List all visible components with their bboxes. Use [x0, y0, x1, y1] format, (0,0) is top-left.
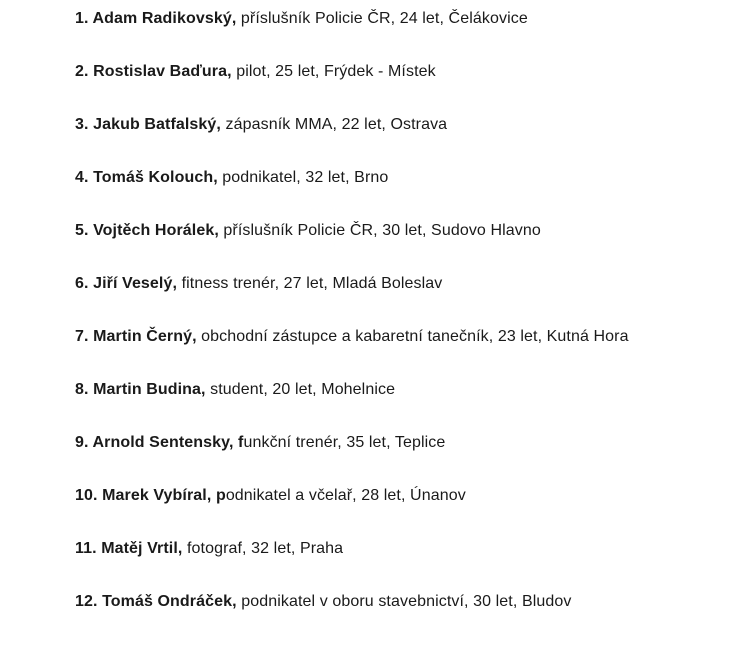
list-item [75, 432, 717, 453]
entry-number-and-name: 4. Tomáš Kolouch, [75, 169, 218, 186]
entry-details: odnikatel a včelař, 28 let, Únanov [225, 487, 466, 504]
entry-details: student, 20 let, Mohelnice [205, 381, 396, 398]
entry-number-and-name: 2. Rostislav Baďura, [75, 63, 232, 80]
entry-number-and-name: 12. Tomáš Ondráček, [75, 593, 237, 610]
list-item [75, 220, 717, 241]
entry-number-and-name: 9. Arnold Sentensky, f [75, 434, 244, 451]
entry-details: unkční trenér, 35 let, Teplice [243, 434, 446, 451]
list-item [75, 167, 717, 188]
entry-details: fitness trenér, 27 let, Mladá Boleslav [177, 275, 443, 292]
list-item [75, 8, 717, 29]
list-item [75, 485, 717, 506]
entry-details: příslušník Policie ČR, 30 let, Sudovo Hlavno [218, 222, 541, 239]
entry-number-and-name: 6. Jiří Veselý, [75, 275, 178, 292]
entry-number-and-name: 5. Vojtěch Horálek, [75, 222, 219, 239]
entry-details: zápasník MMA, 22 let, Ostrava [220, 116, 448, 133]
entry-number-and-name: 8. Martin Budina, [75, 381, 206, 398]
entry-details: podnikatel v oboru stavebnictví, 30 let, Bludov [236, 593, 572, 610]
list-item [75, 114, 717, 135]
entry-number-and-name: 1. Adam Radikovský, [75, 10, 237, 27]
list-item [75, 61, 717, 82]
list-item [75, 379, 717, 400]
entry-number-and-name: 7. Martin Černý, [75, 328, 197, 345]
entry-details: pilot, 25 let, Frýdek - Místek [231, 63, 436, 80]
entry-number-and-name: 3. Jakub Batfalský, [75, 116, 221, 133]
entry-details: příslušník Policie ČR, 24 let, Čelákovice [236, 10, 528, 27]
entry-number-and-name: 10. Marek Vybíral, p [75, 487, 226, 504]
list-item [75, 591, 717, 612]
list-item [75, 326, 717, 347]
entry-details: podnikatel, 32 let, Brno [217, 169, 389, 186]
entry-details: fotograf, 32 let, Praha [182, 540, 344, 557]
entry-number-and-name: 11. Matěj Vrtil, [75, 540, 183, 557]
list-item [75, 273, 717, 294]
list-item [75, 538, 717, 559]
entry-details: obchodní zástupce a kabaretní tanečník, 23 let, Kutná Hora [196, 328, 629, 345]
